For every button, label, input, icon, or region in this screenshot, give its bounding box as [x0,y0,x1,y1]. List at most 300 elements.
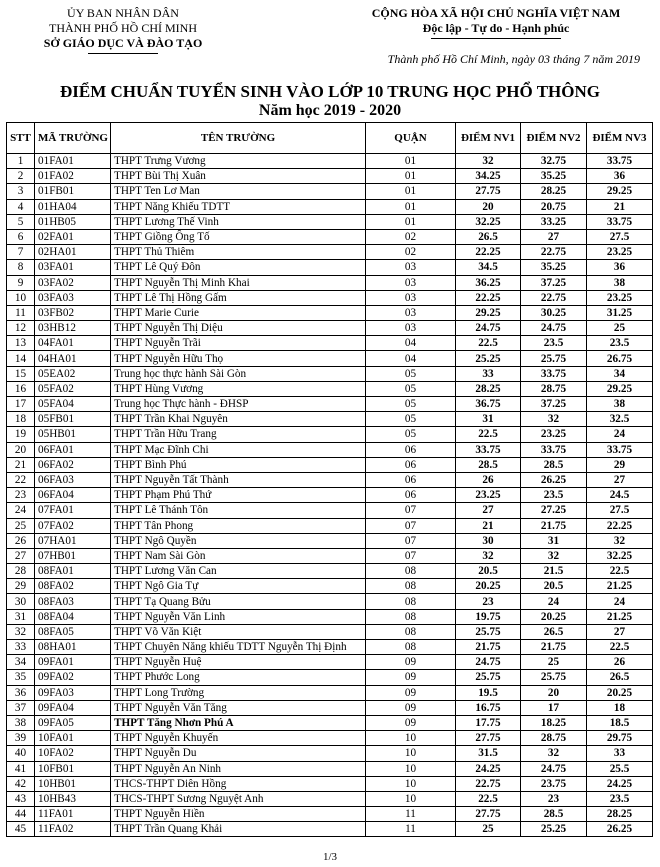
cell-nv2: 27.25 [521,503,587,518]
cell-nv2: 28.5 [521,807,587,822]
table-row [7,184,653,199]
table-row [7,761,653,776]
cell-stt: 35 [7,670,35,685]
cell-school-name: THPT Mạc Đĩnh Chi [111,442,366,457]
cell-district: 05 [366,381,456,396]
cell-nv2: 32 [521,548,587,563]
cell-school-code: 01HA04 [35,199,111,214]
cell-nv1: 22.5 [456,791,521,806]
cell-nv2: 32 [521,746,587,761]
cell-district: 08 [366,640,456,655]
cell-nv2: 24.75 [521,761,587,776]
cell-nv3: 24 [587,427,653,442]
cell-stt: 24 [7,503,35,518]
header-left-line3: SỞ GIÁO DỤC VÀ ĐÀO TẠO [43,36,203,50]
cell-school-code: 08FA03 [35,594,111,609]
cell-stt: 45 [7,822,35,837]
cell-nv3: 23.25 [587,290,653,305]
cell-nv1: 24.75 [456,655,521,670]
cell-nv2: 28.5 [521,457,587,472]
cell-school-code: 08FA04 [35,609,111,624]
cell-nv1: 27 [456,503,521,518]
cell-nv3: 34 [587,366,653,381]
cell-nv1: 34.25 [456,169,521,184]
table-row [7,776,653,791]
cell-district: 06 [366,472,456,487]
cell-school-name: THPT Lê Quý Đôn [111,260,366,275]
cell-nv3: 38 [587,275,653,290]
cell-school-code: 08FA02 [35,579,111,594]
cell-school-name: THPT Phước Long [111,670,366,685]
cell-nv1: 23 [456,594,521,609]
cell-school-name: THPT Lê Thị Hồng Gấm [111,290,366,305]
cell-school-code: 09FA05 [35,715,111,730]
table-row [7,807,653,822]
cell-school-name: THPT Nguyễn Văn Linh [111,609,366,624]
cell-nv3: 29.75 [587,731,653,746]
cell-nv2: 27 [521,229,587,244]
cell-stt: 39 [7,731,35,746]
cell-school-code: 07FA02 [35,518,111,533]
cell-district: 08 [366,624,456,639]
cell-district: 04 [366,336,456,351]
table-row [7,260,653,275]
table-row [7,472,653,487]
cell-school-code: 02FA01 [35,229,111,244]
cell-school-name: THPT Trần Quang Khải [111,822,366,837]
cell-school-code: 04HA01 [35,351,111,366]
cell-school-code: 10FA01 [35,731,111,746]
cell-nv2: 22.75 [521,290,587,305]
cell-nv2: 33.25 [521,214,587,229]
cell-nv3: 23.25 [587,245,653,260]
cell-nv1: 23.25 [456,488,521,503]
cell-nv3: 36 [587,169,653,184]
header-right [346,6,646,39]
national-motto: Độc lập - Tự do - Hạnh phúc [422,21,570,35]
table-row [7,321,653,336]
cell-district: 01 [366,154,456,169]
cell-stt: 2 [7,169,35,184]
table-row [7,381,653,396]
page-indicator: 1/3 [322,851,338,863]
cell-district: 07 [366,533,456,548]
table-row [7,412,653,427]
cell-school-name: THCS-THPT Diên Hồng [111,776,366,791]
cell-school-code: 07FA01 [35,503,111,518]
cell-nv3: 23.5 [587,336,653,351]
cell-district: 06 [366,457,456,472]
cell-school-name: THPT Chuyên Năng khiếu TDTT Nguyễn Thị Định [111,640,366,655]
cell-district: 03 [366,305,456,320]
cell-nv3: 26 [587,655,653,670]
cell-school-code: 03FB02 [35,305,111,320]
cell-nv3: 27.5 [587,503,653,518]
cell-nv2: 17 [521,700,587,715]
cell-school-name: THPT Phạm Phú Thứ [111,488,366,503]
table-row [7,503,653,518]
cell-stt: 19 [7,427,35,442]
cell-nv2: 26.25 [521,472,587,487]
table-row [7,685,653,700]
col-header-stt: STT [7,123,35,154]
cell-nv1: 17.75 [456,715,521,730]
cell-district: 04 [366,351,456,366]
cell-nv2: 30.25 [521,305,587,320]
cell-nv2: 20.75 [521,199,587,214]
cell-school-code: 11FA02 [35,822,111,837]
cell-nv1: 25 [456,822,521,837]
cell-nv2: 31 [521,533,587,548]
cell-nv2: 37.25 [521,397,587,412]
cell-school-name: THPT Trần Khai Nguyên [111,412,366,427]
cell-stt: 6 [7,229,35,244]
cell-nv1: 28.25 [456,381,521,396]
cell-stt: 44 [7,807,35,822]
table-row [7,822,653,837]
table-row [7,640,653,655]
cell-school-code: 06FA01 [35,442,111,457]
cell-nv3: 22.5 [587,640,653,655]
cell-nv3: 25.5 [587,761,653,776]
cell-school-code: 05EA02 [35,366,111,381]
table-row [7,624,653,639]
cell-nv3: 32.5 [587,412,653,427]
cell-district: 09 [366,685,456,700]
cell-stt: 11 [7,305,35,320]
table-row [7,366,653,381]
cell-school-name: THPT Tăng Nhơn Phú A [111,715,366,730]
cell-nv3: 21.25 [587,579,653,594]
cell-district: 09 [366,670,456,685]
cell-stt: 13 [7,336,35,351]
cell-nv2: 20.25 [521,609,587,624]
cell-nv2: 33.75 [521,366,587,381]
document-title: ĐIỂM CHUẨN TUYỂN SINH VÀO LỚP 10 TRUNG HỌC PHỔ THÔNG [60,82,600,101]
cell-nv1: 25.75 [456,624,521,639]
cell-nv1: 22.5 [456,336,521,351]
cell-district: 11 [366,822,456,837]
cell-school-name: THPT Nguyễn Tất Thành [111,472,366,487]
cell-nv3: 18 [587,700,653,715]
cell-school-code: 03FA03 [35,290,111,305]
cell-school-name: THPT Lương Thế Vinh [111,214,366,229]
cell-stt: 41 [7,761,35,776]
cell-district: 08 [366,564,456,579]
cell-nv3: 24 [587,594,653,609]
cell-stt: 16 [7,381,35,396]
cell-school-code: 02HA01 [35,245,111,260]
cell-school-code: 06FA02 [35,457,111,472]
cell-nv3: 25 [587,321,653,336]
cell-school-code: 06FA04 [35,488,111,503]
cell-nv3: 33 [587,746,653,761]
cell-stt: 33 [7,640,35,655]
cell-nv3: 32.25 [587,548,653,563]
cell-nv3: 29.25 [587,381,653,396]
cell-school-code: 05FA02 [35,381,111,396]
cell-school-code: 03FA01 [35,260,111,275]
cell-school-name: THPT Nguyễn Huệ [111,655,366,670]
cell-nv3: 18.5 [587,715,653,730]
cell-stt: 15 [7,366,35,381]
cell-nv2: 18.25 [521,715,587,730]
cell-district: 06 [366,488,456,503]
cell-nv2: 28.25 [521,184,587,199]
cell-stt: 30 [7,594,35,609]
table-row [7,746,653,761]
cell-nv3: 24.25 [587,776,653,791]
table-row [7,670,653,685]
cell-school-code: 03HB12 [35,321,111,336]
cell-district: 02 [366,229,456,244]
col-header-nv3: ĐIỂM NV3 [587,123,653,154]
cell-nv3: 33.75 [587,442,653,457]
cell-school-name: THPT Hùng Vương [111,381,366,396]
cell-stt: 37 [7,700,35,715]
cell-school-code: 08HA01 [35,640,111,655]
cell-stt: 32 [7,624,35,639]
cell-nv3: 21.25 [587,609,653,624]
cell-nv1: 29.25 [456,305,521,320]
table-row [7,290,653,305]
cell-school-name: THPT Thủ Thiêm [111,245,366,260]
cell-nv2: 35.25 [521,260,587,275]
table-row [7,655,653,670]
cell-school-name: THPT Lương Văn Can [111,564,366,579]
header-left-line2: THÀNH PHỐ HỒ CHÍ MINH [49,21,197,35]
cell-nv1: 22.25 [456,245,521,260]
cell-nv1: 32.25 [456,214,521,229]
cell-nv1: 25.75 [456,670,521,685]
cell-nv3: 27 [587,624,653,639]
cell-stt: 3 [7,184,35,199]
cell-school-name: THPT Năng Khiếu TDTT [111,199,366,214]
cell-nv2: 23.75 [521,776,587,791]
col-header-school-name: TÊN TRƯỜNG [111,123,366,154]
cell-district: 10 [366,776,456,791]
table-row [7,700,653,715]
cell-nv2: 26.5 [521,624,587,639]
cell-school-name: THPT Nguyễn Thị Diệu [111,321,366,336]
cell-school-code: 09FA04 [35,700,111,715]
cell-school-name: THCS-THPT Sương Nguyệt Anh [111,791,366,806]
cell-stt: 17 [7,397,35,412]
cell-school-name: THPT Ten Lơ Man [111,184,366,199]
cell-nv2: 21.75 [521,518,587,533]
table-row [7,169,653,184]
table-header-row [7,123,653,154]
table-row [7,731,653,746]
col-header-district: QUẬN [366,123,456,154]
cell-school-code: 10FB01 [35,761,111,776]
cell-stt: 29 [7,579,35,594]
cell-nv1: 22.25 [456,290,521,305]
table-row [7,199,653,214]
cell-school-name: THPT Trưng Vương [111,154,366,169]
cell-nv3: 29.25 [587,184,653,199]
cell-district: 05 [366,397,456,412]
cell-nv1: 26 [456,472,521,487]
cell-nv1: 27.75 [456,807,521,822]
cell-nv2: 37.25 [521,275,587,290]
cell-nv3: 26.75 [587,351,653,366]
cell-school-name: THPT Nguyễn Trãi [111,336,366,351]
cell-school-name: THPT Nguyễn Thị Minh Khai [111,275,366,290]
header-left-rule [88,53,158,54]
cell-district: 01 [366,184,456,199]
cell-nv1: 31 [456,412,521,427]
table-row [7,533,653,548]
cell-nv3: 33.75 [587,154,653,169]
cell-school-name: THPT Lê Thánh Tôn [111,503,366,518]
cell-nv1: 31.5 [456,746,521,761]
table-row [7,457,653,472]
cell-school-code: 09FA03 [35,685,111,700]
cell-school-code: 10FA02 [35,746,111,761]
cell-district: 07 [366,548,456,563]
cell-nv3: 22.25 [587,518,653,533]
cell-nv2: 25.75 [521,351,587,366]
cell-stt: 36 [7,685,35,700]
cell-nv1: 32 [456,548,521,563]
cell-stt: 8 [7,260,35,275]
cell-school-code: 10HB43 [35,791,111,806]
cell-school-name: THPT Nguyễn Hữu Thọ [111,351,366,366]
cell-school-code: 05FB01 [35,412,111,427]
table-row [7,564,653,579]
cell-district: 05 [366,366,456,381]
cell-nv3: 20.25 [587,685,653,700]
table-row [7,336,653,351]
cell-nv1: 19.75 [456,609,521,624]
cell-nv3: 22.5 [587,564,653,579]
header-left [8,6,238,54]
cell-district: 03 [366,260,456,275]
cell-nv3: 32 [587,533,653,548]
table-row [7,305,653,320]
cell-district: 03 [366,275,456,290]
cell-stt: 4 [7,199,35,214]
table-row [7,715,653,730]
cell-school-name: THPT Nguyễn Văn Tăng [111,700,366,715]
cell-nv1: 21 [456,518,521,533]
cell-district: 01 [366,169,456,184]
cell-nv2: 20.5 [521,579,587,594]
cell-school-code: 01FB01 [35,184,111,199]
cell-nv3: 26.25 [587,822,653,837]
cell-nv3: 23.5 [587,791,653,806]
cell-school-code: 07HA01 [35,533,111,548]
cell-nv1: 22.5 [456,427,521,442]
cell-stt: 7 [7,245,35,260]
cell-nv1: 22.75 [456,776,521,791]
cell-nv3: 24.5 [587,488,653,503]
cell-nv2: 23.5 [521,488,587,503]
cell-district: 07 [366,518,456,533]
cell-nv2: 24.75 [521,321,587,336]
cell-stt: 43 [7,791,35,806]
table-row [7,609,653,624]
cell-stt: 21 [7,457,35,472]
cell-nv1: 28.5 [456,457,521,472]
cell-district: 10 [366,731,456,746]
cell-district: 01 [366,199,456,214]
cell-nv1: 20.5 [456,564,521,579]
cell-nv2: 25 [521,655,587,670]
cell-district: 09 [366,700,456,715]
cell-district: 10 [366,761,456,776]
cell-school-name: THPT Ngô Quyền [111,533,366,548]
cell-nv2: 23.25 [521,427,587,442]
cell-nv1: 34.5 [456,260,521,275]
cell-nv2: 25.25 [521,822,587,837]
cell-district: 08 [366,594,456,609]
nation-name: CỘNG HÒA XÃ HỘI CHỦ NGHĨA VIỆT NAM [371,6,621,20]
cell-school-code: 07HB01 [35,548,111,563]
cell-stt: 18 [7,412,35,427]
cell-stt: 20 [7,442,35,457]
cell-school-name: THPT Long Trường [111,685,366,700]
cell-nv3: 38 [587,397,653,412]
cell-school-code: 09FA01 [35,655,111,670]
col-header-school-code: MÃ TRƯỜNG [35,123,111,154]
cell-stt: 10 [7,290,35,305]
cell-stt: 28 [7,564,35,579]
cell-nv2: 28.75 [521,731,587,746]
cell-nv3: 28.25 [587,807,653,822]
dateline: Thành phố Hồ Chí Minh, ngày 03 tháng 7 năm 2019 [387,52,640,66]
cell-school-code: 05FA04 [35,397,111,412]
table-row [7,594,653,609]
cell-district: 06 [366,442,456,457]
table-row [7,351,653,366]
cell-nv1: 36.25 [456,275,521,290]
cell-nv3: 33.75 [587,214,653,229]
header-right-rule [431,38,561,39]
cell-nv1: 26.5 [456,229,521,244]
cell-nv3: 27.5 [587,229,653,244]
cell-nv1: 25.25 [456,351,521,366]
cell-district: 02 [366,245,456,260]
cell-nv1: 27.75 [456,731,521,746]
cell-stt: 9 [7,275,35,290]
cell-district: 03 [366,321,456,336]
table-row [7,791,653,806]
table-row [7,548,653,563]
cell-nv1: 27.75 [456,184,521,199]
table-row [7,397,653,412]
cell-stt: 38 [7,715,35,730]
cell-nv1: 33.75 [456,442,521,457]
cell-nv2: 24 [521,594,587,609]
table-row [7,442,653,457]
cell-district: 11 [366,807,456,822]
cell-nv1: 30 [456,533,521,548]
table-row [7,214,653,229]
cell-nv2: 23.5 [521,336,587,351]
table-row [7,427,653,442]
cell-school-code: 01FA02 [35,169,111,184]
cell-nv3: 27 [587,472,653,487]
cell-nv2: 35.25 [521,169,587,184]
col-header-nv2: ĐIỂM NV2 [521,123,587,154]
cell-nv1: 33 [456,366,521,381]
cell-school-code: 01FA01 [35,154,111,169]
cell-nv2: 22.75 [521,245,587,260]
cell-nv1: 36.75 [456,397,521,412]
cell-district: 08 [366,579,456,594]
